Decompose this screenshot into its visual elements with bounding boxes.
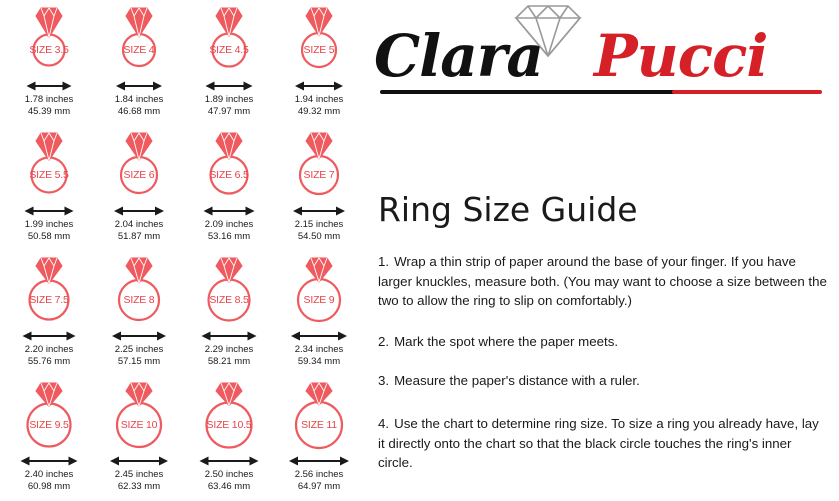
- measurement-arrow: [274, 453, 364, 467]
- ring-grid: [4, 4, 360, 501]
- measurement-arrow: [4, 453, 94, 467]
- ring-measurement: [184, 344, 274, 367]
- ring-inches: 2.09 inches: [204, 219, 254, 230]
- measurement-arrow: [274, 78, 364, 92]
- step-text: Mark the spot where the paper meets.: [394, 334, 619, 349]
- step-number: 3.: [378, 373, 390, 388]
- ring-inches: 1.99 inches: [24, 219, 74, 230]
- measurement-arrow: [4, 203, 94, 217]
- ring-cell: [94, 129, 184, 251]
- measurement-arrow: [274, 328, 364, 342]
- ring-cell: [274, 254, 364, 376]
- ring-inches: 1.89 inches: [204, 94, 254, 105]
- ring-cell: [184, 379, 274, 501]
- ring-inches: 2.29 inches: [204, 344, 254, 355]
- ring-measurement: [94, 94, 184, 117]
- ring-inches: 2.34 inches: [294, 344, 344, 355]
- ring-inches: 2.50 inches: [204, 469, 254, 480]
- guide-step-3: [378, 371, 828, 391]
- ring-cell: [4, 254, 94, 376]
- ring-measurement: [4, 469, 94, 492]
- step-number: 2.: [378, 334, 390, 349]
- ring-mm: 63.46 mm: [207, 480, 251, 492]
- ring-measurement: [94, 344, 184, 367]
- ring-size-label: SIZE 9.5: [29, 419, 69, 431]
- ring-size-label: SIZE 10: [120, 419, 158, 431]
- guide-step-2: [378, 332, 828, 352]
- measurement-arrow: [184, 453, 274, 467]
- measurement-arrow: [94, 453, 184, 467]
- ring-illustration: [274, 129, 364, 203]
- measurement-arrow: [184, 328, 274, 342]
- step-number: 1.: [378, 254, 390, 269]
- logo-text-clara: Clara: [374, 22, 543, 90]
- ring-measurement: [274, 344, 364, 367]
- ring-size-label: SIZE 7.5: [29, 294, 69, 306]
- ring-measurement: [184, 94, 274, 117]
- ring-mm: 55.76 mm: [27, 355, 71, 367]
- ring-measurement: [94, 219, 184, 242]
- ring-illustration: [4, 129, 94, 203]
- logo-text-pucci: Pucci: [594, 22, 768, 90]
- ring-inches: 2.40 inches: [24, 469, 74, 480]
- ring-measurement: [184, 219, 274, 242]
- ring-mm: 51.87 mm: [117, 230, 161, 242]
- measurement-arrow: [94, 328, 184, 342]
- ring-cell: [184, 4, 274, 126]
- ring-mm: 53.16 mm: [207, 230, 251, 242]
- ring-inches: 1.94 inches: [294, 94, 344, 105]
- ring-size-label: SIZE 6.5: [209, 169, 249, 181]
- ring-illustration: [94, 4, 184, 78]
- ring-mm: 50.58 mm: [27, 230, 71, 242]
- brand-logo: [372, 0, 839, 118]
- ring-inches: 2.20 inches: [24, 344, 74, 355]
- ring-cell: [274, 379, 364, 501]
- ring-illustration: [184, 129, 274, 203]
- measurement-arrow: [184, 203, 274, 217]
- measurement-arrow: [184, 78, 274, 92]
- ring-illustration: [184, 4, 274, 78]
- ring-illustration: [274, 254, 364, 328]
- ring-cell: [94, 254, 184, 376]
- ring-size-label: SIZE 9: [303, 294, 335, 306]
- ring-mm: 60.98 mm: [27, 480, 71, 492]
- step-text: Use the chart to determine ring size. To size a ring you already have, lay it directly onto the chart so that the black circle touches the ring's inner circle.: [378, 416, 819, 470]
- ring-mm: 54.50 mm: [297, 230, 341, 242]
- ring-illustration: [4, 379, 94, 453]
- ring-inches: 2.04 inches: [114, 219, 164, 230]
- logo-underline-red: [672, 90, 822, 94]
- ring-mm: 59.34 mm: [297, 355, 341, 367]
- ring-measurement: [94, 469, 184, 492]
- ring-inches: 2.45 inches: [114, 469, 164, 480]
- ring-mm: 62.33 mm: [117, 480, 161, 492]
- ring-measurement: [274, 94, 364, 117]
- ring-size-chart: [0, 0, 360, 501]
- step-number: 4.: [378, 416, 390, 431]
- measurement-arrow: [274, 203, 364, 217]
- ring-cell: [4, 379, 94, 501]
- ring-measurement: [274, 469, 364, 492]
- ring-size-label: SIZE 3.5: [29, 44, 69, 56]
- ring-illustration: [4, 4, 94, 78]
- ring-cell: [184, 254, 274, 376]
- ring-illustration: [94, 129, 184, 203]
- ring-illustration: [274, 4, 364, 78]
- ring-measurement: [4, 344, 94, 367]
- ring-cell: [4, 4, 94, 126]
- ring-size-label: SIZE 5: [303, 44, 335, 56]
- ring-illustration: [184, 254, 274, 328]
- ring-cell: [184, 129, 274, 251]
- ring-size-label: SIZE 5.5: [29, 169, 69, 181]
- ring-size-label: SIZE 10.5: [206, 419, 252, 431]
- ring-size-label: SIZE 4: [123, 44, 155, 56]
- ring-cell: [94, 379, 184, 501]
- ring-mm: 64.97 mm: [297, 480, 341, 492]
- ring-mm: 46.68 mm: [117, 105, 161, 117]
- measurement-arrow: [94, 78, 184, 92]
- page-title: Ring Size Guide: [378, 190, 638, 229]
- ring-illustration: [274, 379, 364, 453]
- ring-inches: 2.25 inches: [114, 344, 164, 355]
- ring-mm: 58.21 mm: [207, 355, 251, 367]
- ring-illustration: [4, 254, 94, 328]
- ring-mm: 49.32 mm: [297, 105, 341, 117]
- ring-illustration: [94, 379, 184, 453]
- ring-measurement: [274, 219, 364, 242]
- ring-inches: 1.78 inches: [24, 94, 74, 105]
- ring-inches: 1.84 inches: [114, 94, 164, 105]
- ring-mm: 57.15 mm: [117, 355, 161, 367]
- ring-measurement: [4, 94, 94, 117]
- ring-measurement: [184, 469, 274, 492]
- ring-cell: [274, 129, 364, 251]
- ring-mm: 47.97 mm: [207, 105, 251, 117]
- ring-size-label: SIZE 8: [123, 294, 155, 306]
- measurement-arrow: [94, 203, 184, 217]
- ring-size-label: SIZE 11: [301, 419, 337, 431]
- ring-cell: [4, 129, 94, 251]
- ring-cell: [274, 4, 364, 126]
- ring-size-label: SIZE 6: [123, 169, 155, 181]
- ring-inches: 2.15 inches: [294, 219, 344, 230]
- ring-size-label: SIZE 4.5: [209, 44, 249, 56]
- measurement-arrow: [4, 328, 94, 342]
- step-text: Measure the paper's distance with a ruler.: [394, 373, 640, 388]
- measurement-arrow: [4, 78, 94, 92]
- step-text: Wrap a thin strip of paper around the base of your finger. If you have larger knuckles, measure both. (You may want to choose a size between the two to allow the ring to slip on comfortably.): [378, 254, 827, 308]
- ring-illustration: [184, 379, 274, 453]
- ring-size-label: SIZE 7: [303, 169, 335, 181]
- ring-mm: 45.39 mm: [27, 105, 71, 117]
- ring-cell: [94, 4, 184, 126]
- ring-illustration: [94, 254, 184, 328]
- guide-step-1: [378, 252, 828, 311]
- right-panel: [372, 0, 839, 501]
- ring-measurement: [4, 219, 94, 242]
- ring-size-label: SIZE 8.5: [209, 294, 249, 306]
- ring-inches: 2.56 inches: [294, 469, 344, 480]
- guide-step-4: [378, 414, 828, 473]
